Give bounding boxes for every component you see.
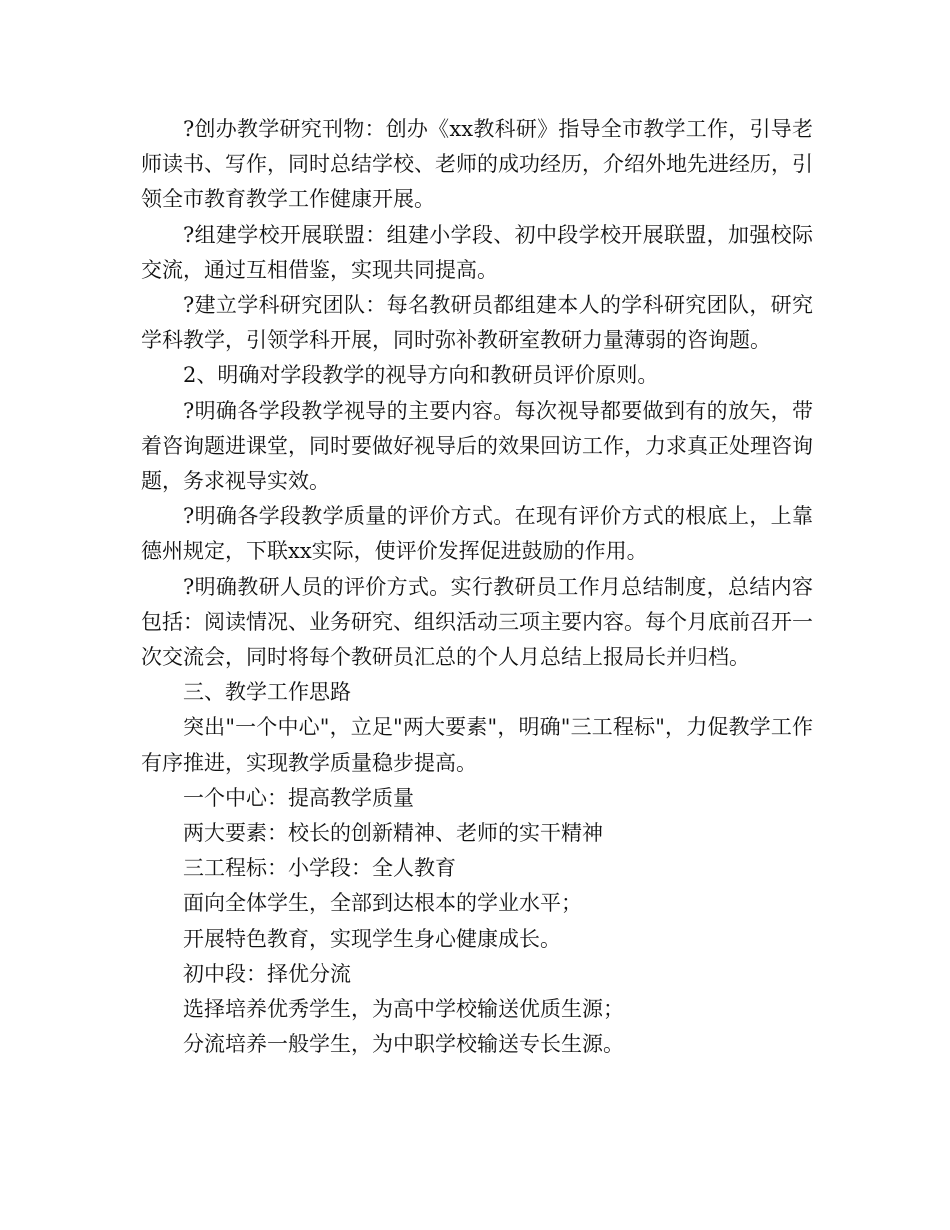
document-body (141, 112, 813, 1062)
paragraph-staff-evaluation: ?明确教研人员的评价方式。实行教研员工作月总结制度，总结内容包括：阅读情况、业务研究、组织活动三项主要内容。每个月底前召开一次交流会，同时将每个教研员汇总的个人月总结上报局长并归档。 (141, 574, 813, 670)
line-three-targets: 三工程标：小学段：全人教育 (183, 856, 456, 881)
paragraph-overview: 突出"一个中心"，立足"两大要素"，明确"三工程标"，力促教学工作有序推进，实现教学质量稳步提高。 (141, 715, 813, 775)
paragraph-inspection: ?明确各学段教学视导的主要内容。每次视导都要做到有的放矢，带着咨询题进课堂，同时要做好视导后的效果回访工作，力求真正处理咨询题，务求视导实效。 (141, 398, 813, 494)
line-junior-2: 分流培养一般学生，为中职学校输送专长生源。 (183, 1032, 624, 1057)
line-two-elements: 两大要素：校长的创新精神、老师的实干精神 (183, 821, 603, 846)
paragraph-research-team: ?建立学科研究团队：每名教研员都组建本人的学科研究团队，研究学科教学，引领学科开展，同时弥补教研室教研力量薄弱的咨询题。 (141, 293, 813, 353)
line-primary-2: 开展特色教育，实现学生身心健康成长。 (183, 926, 561, 951)
line-junior-1: 选择培养优秀学生，为高中学校输送优质生源； (183, 997, 624, 1022)
paragraph-section-2: 2、明确对学段教学的视导方向和教研员评价原则。 (183, 363, 659, 388)
paragraph-journal: ?创办教学研究刊物：创办《xx教科研》指导全市教学工作，引导老师读书、写作，同时总结学校、老师的成功经历，介绍外地先进经历，引领全市教育教学工作健康开展。 (141, 117, 813, 212)
paragraph-alliance: ?组建学校开展联盟：组建小学段、初中段学校开展联盟，加强校际交流，通过互相借鉴，实现共同提高。 (141, 222, 813, 282)
line-one-center: 一个中心：提高教学质量 (183, 785, 414, 810)
paragraph-quality-evaluation: ?明确各学段教学质量的评价方式。在现有评价方式的根底上，上靠德州规定，下联xx实际，使评价发挥促进鼓励的作用。 (141, 504, 813, 564)
line-junior-heading: 初中段：择优分流 (183, 961, 351, 986)
section-heading-3: 三、教学工作思路 (183, 680, 351, 705)
line-primary-1: 面向全体学生，全部到达根本的学业水平； (183, 891, 582, 916)
